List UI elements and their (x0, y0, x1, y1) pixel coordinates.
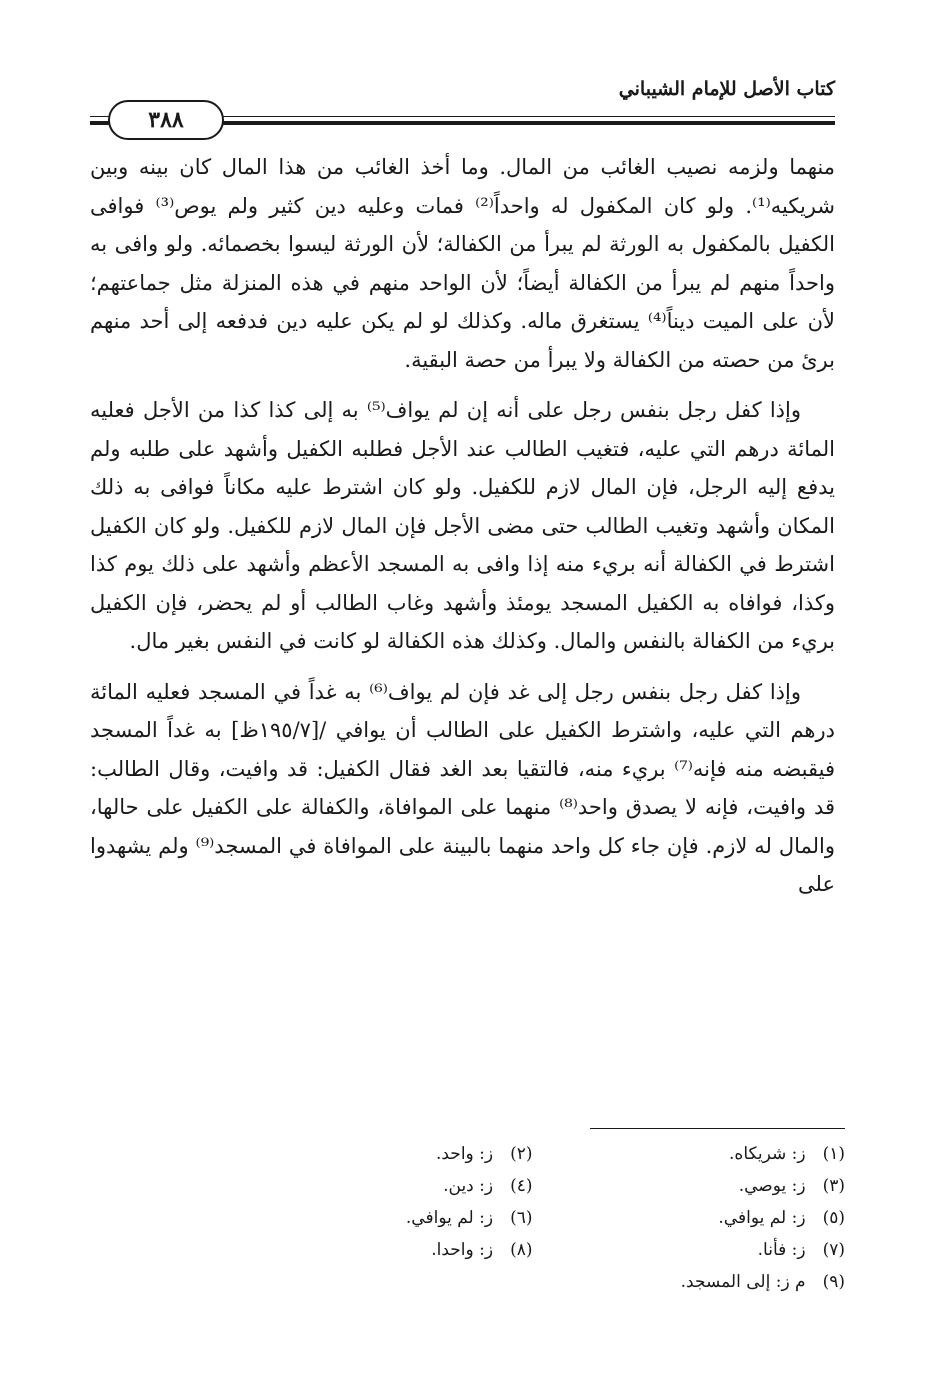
main-text (90, 148, 835, 916)
paragraph: وإذا كفل رجل بنفس رجل إلى غد فإن لم يواف⁽⁶⁾ به غداً في المسجد فعليه المائة درهم التي عليه، واشترط الكفيل على الطالب أن يوافي /[١٩٥/٧ظ] به غداً المسجد فيقبضه منه فإنه⁽⁷⁾ بريء منه، فالتقيا بعد الغد فقال الكفيل: قد وافيت، وقال الطالب: قد وافيت، فإنه لا يصدق واحد⁽⁸⁾ منهما على الموافاة، والكفالة على الكفيل على حالها، والمال له لازم. فإن جاء كل واحد منهما بالبينة على الموافاة في المسجد⁽⁹⁾ ولم يشهدوا على (90, 679, 836, 896)
footnote-2: (٢) ز: واحد. (435, 1144, 533, 1164)
paragraph: وإذا كفل رجل بنفس رجل على أنه إن لم يواف⁽⁵⁾ به إلى كذا كذا من الأجل فعليه المائة درهم التي عليه، فتغيب الطالب عند الأجل فطلبه الكفيل وأشهد على طلبه ولم يدفع إليه الرجل، فإن المال لازم للكفيل. ولو كان اشترط عليه مكاناً فوافى به ذلك المكان وأشهد وتغيب الطالب حتى مضى الأجل فإن المال لازم للكفيل. ولو كان الكفيل اشترط في الكفالة أنه بريء منه إذا وافى به المسجد الأعظم وأشهد على ذلك يوم كذا وكذا، فوافاه به الكفيل المسجد يومئذ وأشهد وغاب الطالب أو لم يحضر، فإن الكفيل بريء من الكفالة بالنفس والمال. وكذلك هذه الكفالة لو كانت في النفس بغير مال. (90, 398, 835, 653)
footnote-separator (590, 1128, 845, 1129)
footnotes (240, 1138, 845, 1298)
footnote-5: (٥) ز: لم يوافي. (718, 1208, 845, 1228)
footnote-6: (٦) ز: لم يوافي. (405, 1208, 533, 1228)
book-title: كتاب الأصل للإمام الشيباني (618, 78, 835, 100)
footnote-1: (١) ز: شريكاه. (729, 1144, 845, 1164)
footnote-9: (٩) م ز: إلى المسجد. (680, 1272, 845, 1292)
page-header (90, 70, 835, 133)
footnote-3: (٣) ز: يوصي. (738, 1176, 845, 1196)
footnote-8: (٨) ز: واحدا. (431, 1240, 533, 1260)
paragraph: منهما ولزمه نصيب الغائب من المال. وما أخذ الغائب من هذا المال كان بينه وبين شريكيه⁽¹⁾. ولو كان المكفول له واحداً⁽²⁾ فمات وعليه دين كثير ولم يوص⁽³⁾ فوافى الكفيل بالمكفول به الورثة لم يبرأ من الكفالة؛ لأن الورثة ليسوا بخصمائه. ولو وافى به واحداً منهم لم يبرأ من الكفالة أيضاً؛ لأن الواحد منهم في هذه المنزلة مثل جماعتهم؛ لأن على الميت ديناً⁽⁴⁾ يستغرق ماله. وكذلك لو لم يكن عليه دين فدفعه إلى أحد منهم برئ من حصته من الكفالة ولا يبرأ من حصة البقية. (90, 155, 835, 372)
footnote-7: (٧) ز: فأنا. (757, 1240, 845, 1260)
footnote-4: (٤) ز: دين. (443, 1176, 533, 1196)
page-number: ٣٨٨ (148, 107, 184, 133)
page-number-badge (108, 100, 224, 140)
